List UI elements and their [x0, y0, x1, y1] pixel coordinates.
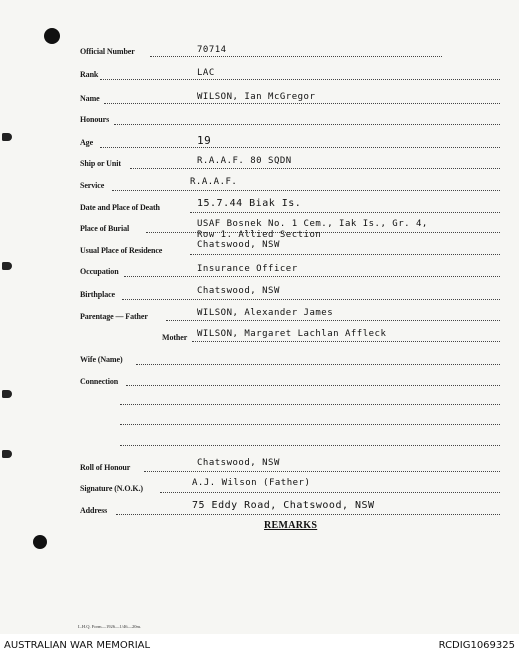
leader-line — [150, 56, 442, 57]
leader-line — [166, 320, 500, 321]
address-label: Address — [80, 506, 108, 515]
leader-line — [104, 103, 500, 104]
name-label: Name — [80, 94, 100, 103]
archive-name: AUSTRALIAN WAR MEMORIAL — [4, 640, 151, 651]
leader-line — [160, 492, 500, 493]
parentage-father-label: Parentage — Father — [80, 312, 148, 321]
roll-of-honour-value: Chatswood, NSW — [197, 458, 280, 468]
age-label: Age — [80, 138, 94, 147]
usual-residence-label: Usual Place of Residence — [80, 246, 163, 255]
signature-value: A.J. Wilson (Father) — [192, 478, 311, 488]
date-place-death-value: 15.7.44 Biak Is. — [197, 198, 302, 209]
connection-extra-line — [120, 424, 500, 425]
leader-line — [114, 124, 500, 125]
connection-extra-line — [120, 445, 500, 446]
parentage-mother-value: WILSON, Margaret Lachlan Affleck — [197, 329, 387, 339]
ship-or-unit-value: R.A.A.F. 80 SQDN — [197, 156, 292, 166]
binder-mark — [2, 133, 12, 141]
usual-residence-value: Chatswood, NSW — [197, 240, 280, 250]
leader-line — [112, 190, 500, 191]
age-value: 19 — [197, 134, 212, 147]
birthplace-label: Birthplace — [80, 290, 115, 299]
honours-label: Honours — [80, 115, 110, 124]
name-value: WILSON, Ian McGregor — [197, 92, 316, 102]
form-code: L.H.Q. Form—1926—1/46—20m. — [78, 624, 142, 629]
connection-label: Connection — [80, 377, 119, 386]
roll-of-honour-label: Roll of Honour — [80, 463, 131, 472]
leader-line — [122, 299, 500, 300]
birthplace-value: Chatswood, NSW — [197, 286, 280, 296]
service-value: R.A.A.F. — [190, 177, 238, 187]
occupation-label: Occupation — [80, 267, 119, 276]
leader-line — [116, 514, 500, 515]
place-of-burial-value-line1: USAF Bosnek No. 1 Cem., Iak Is., Gr. 4, — [197, 219, 428, 229]
rank-value: LAC — [197, 68, 215, 78]
binder-mark — [2, 262, 12, 270]
address-value: 75 Eddy Road, Chatswood, NSW — [192, 500, 375, 511]
ship-or-unit-label: Ship or Unit — [80, 159, 121, 168]
occupation-value: Insurance Officer — [197, 264, 298, 274]
rank-label: Rank — [80, 70, 99, 79]
date-place-death-label: Date and Place of Death — [80, 203, 160, 212]
punch-hole-top — [44, 28, 60, 44]
connection-extra-line — [120, 404, 500, 405]
binder-mark — [2, 450, 12, 458]
remarks-heading: REMARKS — [264, 520, 318, 531]
signature-label: Signature (N.O.K.) — [80, 484, 143, 493]
wife-label: Wife (Name) — [80, 355, 123, 364]
punch-hole-bottom — [33, 535, 47, 549]
binder-mark — [2, 390, 12, 398]
leader-line — [100, 147, 500, 148]
parentage-mother-label: Mother — [162, 333, 188, 342]
leader-line — [190, 212, 500, 213]
record-id: RCDIG1069325 — [438, 640, 515, 651]
official-number-value: 70714 — [197, 45, 227, 55]
official-number-label: Official Number — [80, 47, 135, 56]
leader-line — [136, 364, 500, 365]
leader-line — [192, 341, 500, 342]
archive-footer — [0, 634, 519, 654]
leader-line — [126, 385, 500, 386]
leader-line — [190, 254, 500, 255]
parentage-father-value: WILSON, Alexander James — [197, 308, 334, 318]
leader-line — [100, 79, 500, 80]
place-of-burial-value-line2: Row 1. Allied Section — [197, 230, 322, 240]
place-of-burial-label: Place of Burial — [80, 224, 130, 233]
service-label: Service — [80, 181, 105, 190]
leader-line — [130, 168, 500, 169]
leader-line — [124, 276, 500, 277]
leader-line — [144, 471, 500, 472]
